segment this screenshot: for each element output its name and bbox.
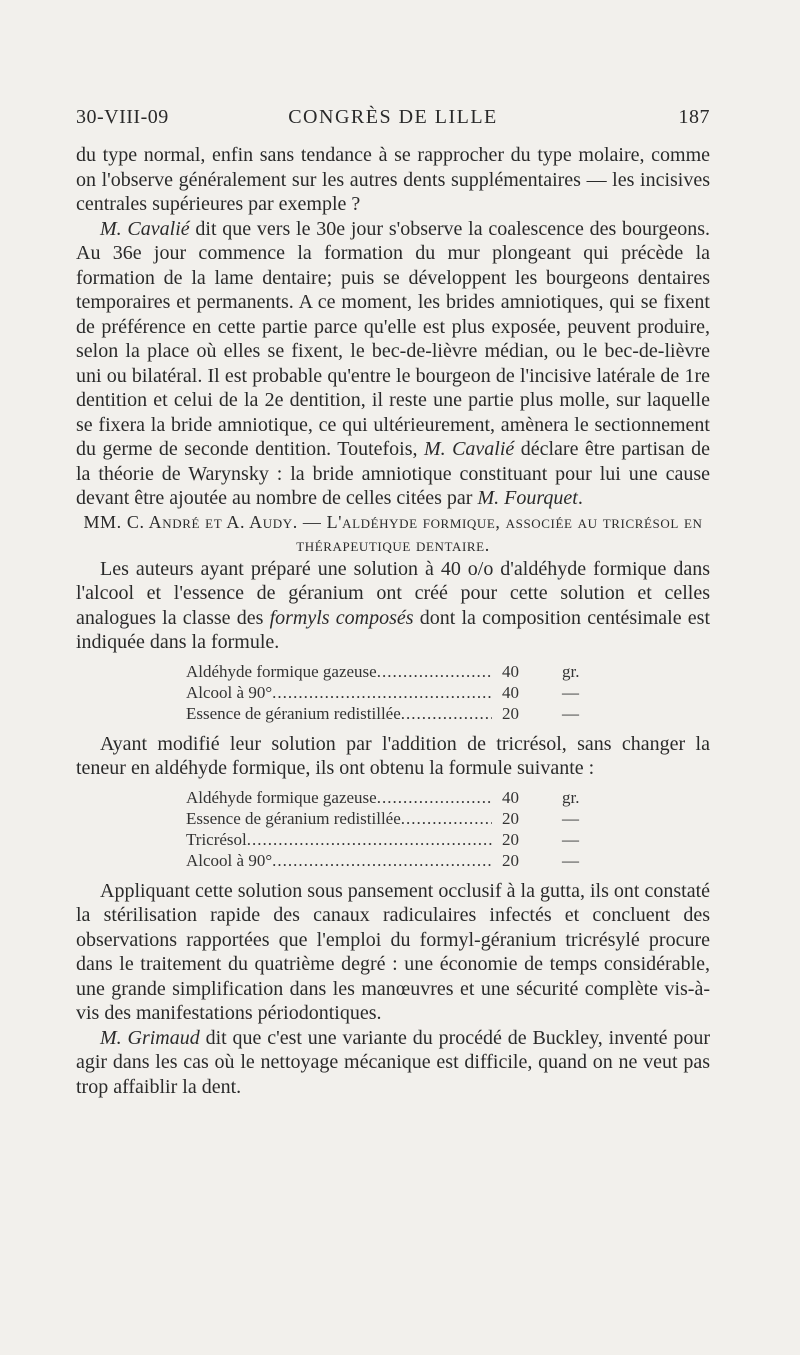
ingredient-unit: — xyxy=(562,850,579,870)
header-date: 30-VIII-09 xyxy=(76,106,169,128)
leader-dots xyxy=(377,661,492,682)
formula-row xyxy=(186,829,602,850)
ingredient-name: Aldéhyde formique gazeuse xyxy=(186,661,377,681)
formula-row xyxy=(186,850,602,871)
paragraph-results: Appliquant cette solution sous pansement occlusif à la gutta, ils ont constaté la stérilisation rapide des canaux radiculaires infectés et concluent des observations rapportées que l'emploi du formyl-géranium tricrésylé procure dans le traitement du quatrième degré : une économie de temps considérable, une grande simplification dans les manœuvres et une sécurité complète vis-à-vis des manifestations périodontiques. xyxy=(76,879,710,1024)
speaker-name: M. Grimaud xyxy=(100,1026,200,1049)
section-authors: MM. C. André et A. Audy. xyxy=(83,511,298,532)
ingredient-unit: gr. xyxy=(562,787,580,807)
ingredient-unit: — xyxy=(562,829,579,849)
leader-dots xyxy=(377,787,492,808)
heading-dash: — xyxy=(297,511,327,532)
ingredient-unit: — xyxy=(562,703,579,723)
leader-dots xyxy=(272,682,492,703)
formula-row xyxy=(186,682,602,703)
paragraph-text: dit que c'est une variante du procédé de Buckley, inventé pour agir dans les cas où le nettoyage mécanique est difficile, quand on ne veut pas trop affaiblir la dent. xyxy=(76,1026,711,1098)
paragraph-text: dont la composition centésimale est indiquée dans la formule. xyxy=(76,606,711,653)
ingredient-qty: 40 xyxy=(502,661,519,681)
ingredient-name: Essence de géranium redistillée xyxy=(186,703,401,723)
formula-row xyxy=(186,808,602,829)
leader-dots xyxy=(401,808,492,829)
formula-row xyxy=(186,787,602,808)
ingredient-name: Alcool à 90° xyxy=(186,682,273,702)
italic-term: formyls composés xyxy=(269,606,414,629)
formula-1 xyxy=(186,661,602,724)
ingredient-qty: 40 xyxy=(502,682,519,702)
page-number: 187 xyxy=(678,106,710,128)
header-title: CONGRÈS DE LILLE xyxy=(288,106,498,128)
ingredient-qty: 20 xyxy=(502,850,519,870)
formula-row xyxy=(186,703,602,724)
speaker-name: M. Cavalié xyxy=(423,438,515,460)
ingredient-qty: 40 xyxy=(502,787,519,807)
ingredient-qty: 20 xyxy=(502,808,519,828)
speaker-name: M. Cavalié xyxy=(100,217,190,240)
ingredient-name: Tricrésol xyxy=(186,829,247,849)
ingredient-unit: gr. xyxy=(562,661,580,681)
ingredient-name: Alcool à 90° xyxy=(186,850,273,870)
leader-dots xyxy=(247,829,492,850)
paragraph-authors xyxy=(76,557,710,655)
paragraph-modification: Ayant modifié leur solution par l'addition de tricrésol, sans changer la teneur en aldéhyde formique, ils ont obtenu la formule suivante : xyxy=(76,732,710,779)
section-title: L'aldéhyde formique, associée au tricrésol en thérapeutique dentaire. xyxy=(296,511,703,555)
ingredient-name: Aldéhyde formique gazeuse xyxy=(186,787,377,807)
paragraph-text: dit que vers le 30e jour s'observe la coalescence des bourgeons. Au 36e jour commence la formation du mur plongeant qui précède la formation de la lame dentaire; puis se développent les bourgeons dentaires temporaires et permanents. A ce moment, les brides amniotiques, qui se fixent de préférence en cette partie parce qu'elle est plus exposée, peuvent produire, selon la place où elles se fixent, le bec-de-lièvre médian, ou le bec-de-lièvre uni ou bilatéral. Il est probable qu'entre le bourgeon de l'incisive latérale de 1re dentition et celui de la 2e dentition, il reste une partie plus molle, sur laquelle se fixera la bride amniotique, ce qui ultérieurement, amènera le sectionnement du germe de seconde dentition. Toutefois, xyxy=(76,217,711,460)
paragraph-grimaud xyxy=(76,1026,710,1100)
section-heading xyxy=(76,511,710,557)
formula-2 xyxy=(186,787,602,871)
formula-row xyxy=(186,661,602,682)
paragraph-end: . xyxy=(577,487,583,509)
leader-dots xyxy=(272,850,492,871)
ingredient-unit: — xyxy=(562,808,579,828)
running-header xyxy=(76,106,710,136)
ingredient-qty: 20 xyxy=(502,703,519,723)
paragraph-continuation: du type normal, enfin sans tendance à se rapprocher du type molaire, comme on l'observe généralement sur les autres dents supplémentaires — les incisives centrales supérieures par exemple ? xyxy=(76,144,710,215)
paragraph-cavalie xyxy=(76,217,710,511)
ingredient-name: Essence de géranium redistillée xyxy=(186,808,401,828)
paragraph-text: déclare être partisan de la théorie de Warynsky : la bride amniotique constituant pour lui une cause devant être ajoutée au nombre de celles citées par xyxy=(76,438,710,509)
ingredient-qty: 20 xyxy=(502,829,519,849)
leader-dots xyxy=(401,703,492,724)
page-body xyxy=(76,143,710,1099)
paragraph-text: Les auteurs ayant préparé une solution à 40 o/o d'aldéhyde formique dans l'alcool et l'essence de géranium ont créé pour cette solution et celles analogues la classe des xyxy=(76,557,710,629)
ingredient-unit: — xyxy=(562,682,579,702)
speaker-name: M. Fourquet xyxy=(477,487,578,509)
